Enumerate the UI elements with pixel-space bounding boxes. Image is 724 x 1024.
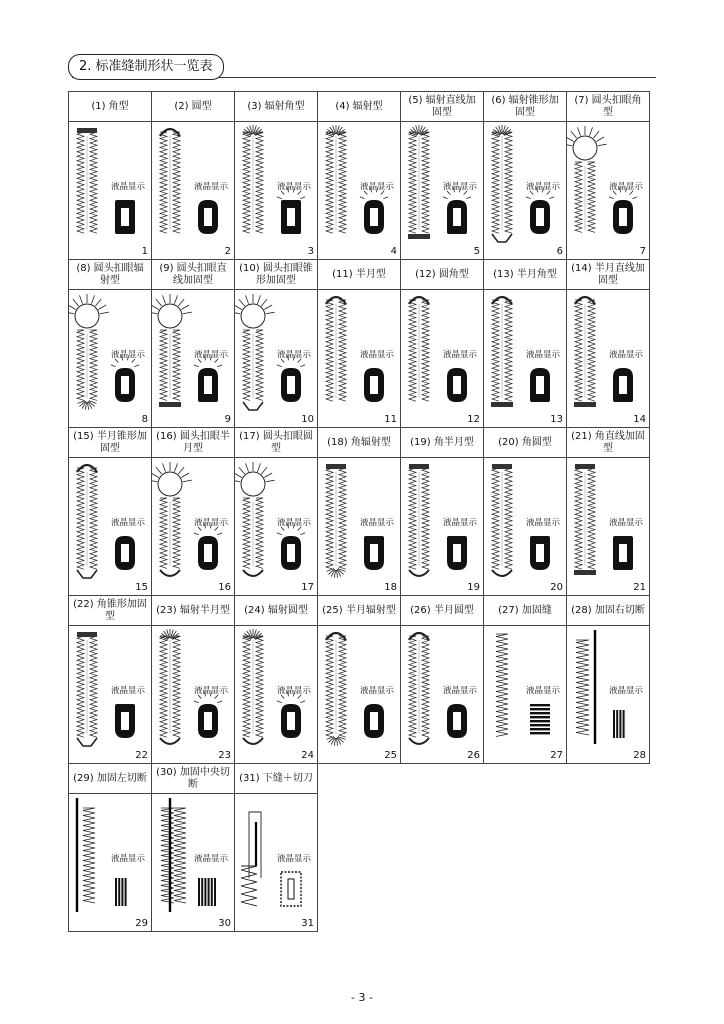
stitch-figure <box>160 129 180 233</box>
shape-label: (12) 圆角型 <box>401 260 483 290</box>
lcd-icon <box>364 536 384 570</box>
shape-number: 26 <box>467 750 480 761</box>
stitch-figure <box>408 125 430 239</box>
stitch-figure <box>409 297 429 401</box>
lcd-label: 液晶显示 <box>526 686 561 696</box>
shape-number: 24 <box>301 750 314 761</box>
lcd-label: 液晶显示 <box>194 350 229 360</box>
shape-label: (18) 角辐射型 <box>318 428 400 458</box>
lcd-label: 液晶显示 <box>111 686 146 696</box>
shape-cell <box>400 259 484 428</box>
stitch-figure <box>241 812 261 906</box>
shape-number: 7 <box>639 246 646 257</box>
stitch-figure <box>77 632 97 746</box>
lcd-icon <box>364 368 384 402</box>
shape-label: (29) 加固左切断 <box>69 764 151 794</box>
stitch-figure <box>492 125 513 242</box>
stitch-figure <box>243 125 264 233</box>
shape-cell <box>400 91 484 260</box>
stitch-figure <box>576 630 595 744</box>
shape-number: 28 <box>633 750 646 761</box>
stitch-figure <box>77 465 97 578</box>
lcd-icon <box>613 710 625 738</box>
lcd-label: 液晶显示 <box>277 854 312 864</box>
shape-cell <box>151 427 235 596</box>
lcd-label: 液晶显示 <box>277 182 312 192</box>
stitch-figure <box>77 128 97 233</box>
shape-label: (19) 角半月型 <box>401 428 483 458</box>
lcd-icon <box>277 523 305 570</box>
shape-cell <box>234 763 318 932</box>
shape-cell <box>400 427 484 596</box>
stitch-figure <box>69 294 109 410</box>
shape-label: (13) 半月角型 <box>484 260 566 290</box>
shape-label: (22) 角锥形加固型 <box>69 596 151 626</box>
shape-number: 11 <box>384 414 397 425</box>
lcd-icon <box>530 704 550 734</box>
shape-number: 30 <box>218 918 231 929</box>
shape-cell <box>234 427 318 596</box>
shape-number: 13 <box>550 414 563 425</box>
shape-cell <box>317 595 401 764</box>
lcd-icon <box>194 355 222 402</box>
stitch-figure <box>567 126 607 232</box>
shape-cell <box>68 763 152 932</box>
lcd-label: 液晶显示 <box>111 854 146 864</box>
stitch-figure <box>77 798 95 912</box>
lcd-icon <box>194 691 222 738</box>
stitch-figure <box>326 297 346 401</box>
lcd-label: 液晶显示 <box>443 518 478 528</box>
lcd-icon <box>360 187 388 234</box>
stitch-figure <box>492 464 512 576</box>
lcd-icon <box>530 368 550 402</box>
lcd-icon <box>277 355 305 402</box>
shape-cell <box>234 259 318 428</box>
lcd-icon <box>115 536 135 570</box>
shape-number: 8 <box>141 414 148 425</box>
lcd-icon <box>447 368 467 402</box>
shape-cell <box>151 763 235 932</box>
shape-number: 9 <box>224 414 231 425</box>
section-header <box>68 50 656 80</box>
shape-label: (17) 圆头扣眼圆型 <box>235 428 317 458</box>
shape-number: 17 <box>301 582 314 593</box>
shape-number: 2 <box>224 246 231 257</box>
lcd-label: 液晶显示 <box>360 686 395 696</box>
section-title: 2. 标准缝制形状一览表 <box>68 54 224 80</box>
stitch-figure <box>574 464 596 575</box>
shape-number: 10 <box>301 414 314 425</box>
shape-number: 16 <box>218 582 231 593</box>
lcd-label: 液晶显示 <box>443 350 478 360</box>
stitch-figure <box>496 634 508 737</box>
shape-label: (14) 半月直线加固型 <box>567 260 649 290</box>
shape-cell <box>400 595 484 764</box>
shape-label: (27) 加固缝 <box>484 596 566 626</box>
shape-label: (28) 加固右切断 <box>567 596 649 626</box>
stitch-figure <box>326 125 347 233</box>
lcd-label: 液晶显示 <box>443 182 478 192</box>
shape-cell <box>566 427 650 596</box>
lcd-icon <box>277 691 305 738</box>
lcd-icon <box>198 200 218 234</box>
shape-cell <box>68 427 152 596</box>
stitch-figure <box>161 798 186 912</box>
shape-number: 31 <box>301 918 314 929</box>
shape-number: 1 <box>141 246 148 257</box>
lcd-icon <box>198 878 216 906</box>
shape-label: (11) 半月型 <box>318 260 400 290</box>
shape-cell <box>566 259 650 428</box>
shape-number: 20 <box>550 582 563 593</box>
shape-label: (21) 角直线加固型 <box>567 428 649 458</box>
stitch-figure <box>152 294 192 407</box>
lcd-icon <box>447 536 467 570</box>
stitch-figure <box>243 629 264 744</box>
lcd-label: 液晶显示 <box>360 518 395 528</box>
shape-cell <box>483 91 567 260</box>
lcd-icon <box>613 368 633 402</box>
shape-label: (26) 半月圆型 <box>401 596 483 626</box>
lcd-icon <box>277 187 305 234</box>
lcd-label: 液晶显示 <box>443 686 478 696</box>
shape-label: (1) 角型 <box>69 92 151 122</box>
lcd-label: 液晶显示 <box>526 350 561 360</box>
shape-number: 14 <box>633 414 646 425</box>
shape-label: (4) 辐射型 <box>318 92 400 122</box>
shape-label: (30) 加固中央切断 <box>152 764 234 794</box>
shape-cell <box>151 595 235 764</box>
shape-number: 12 <box>467 414 480 425</box>
shape-cell <box>234 91 318 260</box>
shape-cell <box>68 595 152 764</box>
shape-cell <box>483 259 567 428</box>
lcd-icon <box>111 355 139 402</box>
lcd-label: 液晶显示 <box>360 182 395 192</box>
lcd-icon <box>447 704 467 738</box>
lcd-label: 液晶显示 <box>609 182 644 192</box>
lcd-label: 液晶显示 <box>194 686 229 696</box>
shape-number: 6 <box>556 246 563 257</box>
lcd-icon <box>526 187 554 234</box>
shape-cell <box>151 91 235 260</box>
lcd-icon <box>281 872 301 906</box>
lcd-label: 液晶显示 <box>277 686 312 696</box>
stitch-figure <box>235 294 275 410</box>
lcd-label: 液晶显示 <box>609 350 644 360</box>
lcd-icon <box>115 200 135 234</box>
shape-label: (8) 圆头扣眼辐射型 <box>69 260 151 290</box>
shape-number: 27 <box>550 750 563 761</box>
lcd-label: 液晶显示 <box>111 350 146 360</box>
shape-label: (24) 辐射圆型 <box>235 596 317 626</box>
stitch-figure <box>326 464 346 578</box>
stitch-figure <box>235 462 275 576</box>
shape-label: (6) 辐射锥形加固型 <box>484 92 566 122</box>
lcd-icon <box>194 523 222 570</box>
shape-label: (10) 圆头扣眼锥形加固型 <box>235 260 317 290</box>
shape-label: (9) 圆头扣眼直线加固型 <box>152 260 234 290</box>
shape-number: 5 <box>473 246 480 257</box>
lcd-icon <box>530 536 550 570</box>
stitch-figure <box>152 462 192 576</box>
shape-label: (20) 角圆型 <box>484 428 566 458</box>
lcd-icon <box>609 187 637 234</box>
shape-number: 18 <box>384 582 397 593</box>
shape-cell <box>234 595 318 764</box>
lcd-label: 液晶显示 <box>360 350 395 360</box>
shape-label: (25) 半月辐射型 <box>318 596 400 626</box>
shape-number: 21 <box>633 582 646 593</box>
lcd-icon <box>443 187 471 234</box>
shape-label: (15) 半月锥形加固型 <box>69 428 151 458</box>
stitch-figure <box>160 629 181 744</box>
lcd-label: 液晶显示 <box>194 854 229 864</box>
shape-cell <box>151 259 235 428</box>
lcd-icon <box>613 536 633 570</box>
lcd-label: 液晶显示 <box>111 518 146 528</box>
shape-number: 23 <box>218 750 231 761</box>
lcd-label: 液晶显示 <box>526 182 561 192</box>
page-number: - 3 - <box>351 991 373 1004</box>
lcd-label: 液晶显示 <box>194 518 229 528</box>
shape-cell <box>68 259 152 428</box>
stitch-figure <box>491 297 513 407</box>
lcd-label: 液晶显示 <box>111 182 146 192</box>
lcd-icon <box>115 704 135 738</box>
shape-label: (5) 辐射直线加固型 <box>401 92 483 122</box>
shape-number: 22 <box>135 750 148 761</box>
lcd-label: 液晶显示 <box>526 518 561 528</box>
shape-label: (23) 辐射半月型 <box>152 596 234 626</box>
stitch-figure <box>326 633 346 746</box>
shape-cell <box>566 91 650 260</box>
lcd-label: 液晶显示 <box>609 518 644 528</box>
shape-cell <box>317 91 401 260</box>
shape-label: (31) 下缝＋切刀 <box>235 764 317 794</box>
shape-number: 19 <box>467 582 480 593</box>
lcd-icon <box>115 878 127 906</box>
lcd-label: 液晶显示 <box>277 350 312 360</box>
stitch-figure <box>574 297 596 407</box>
stitch-figure <box>409 464 429 576</box>
lcd-label: 液晶显示 <box>609 686 644 696</box>
shape-label: (3) 辐射角型 <box>235 92 317 122</box>
shape-label: (7) 圆头扣眼角型 <box>567 92 649 122</box>
lcd-label: 液晶显示 <box>277 518 312 528</box>
shape-number: 3 <box>307 246 314 257</box>
stitch-figure <box>409 633 429 744</box>
shape-cell <box>483 595 567 764</box>
shape-number: 15 <box>135 582 148 593</box>
shape-cell <box>566 595 650 764</box>
shape-cell <box>68 91 152 260</box>
shape-cell <box>317 259 401 428</box>
shape-number: 29 <box>135 918 148 929</box>
shape-cell <box>317 427 401 596</box>
shape-label: (16) 圆头扣眼半月型 <box>152 428 234 458</box>
shape-cell <box>483 427 567 596</box>
shape-label: (2) 圆型 <box>152 92 234 122</box>
shape-number: 4 <box>390 246 397 257</box>
shape-number: 25 <box>384 750 397 761</box>
lcd-icon <box>364 704 384 738</box>
lcd-label: 液晶显示 <box>194 182 229 192</box>
